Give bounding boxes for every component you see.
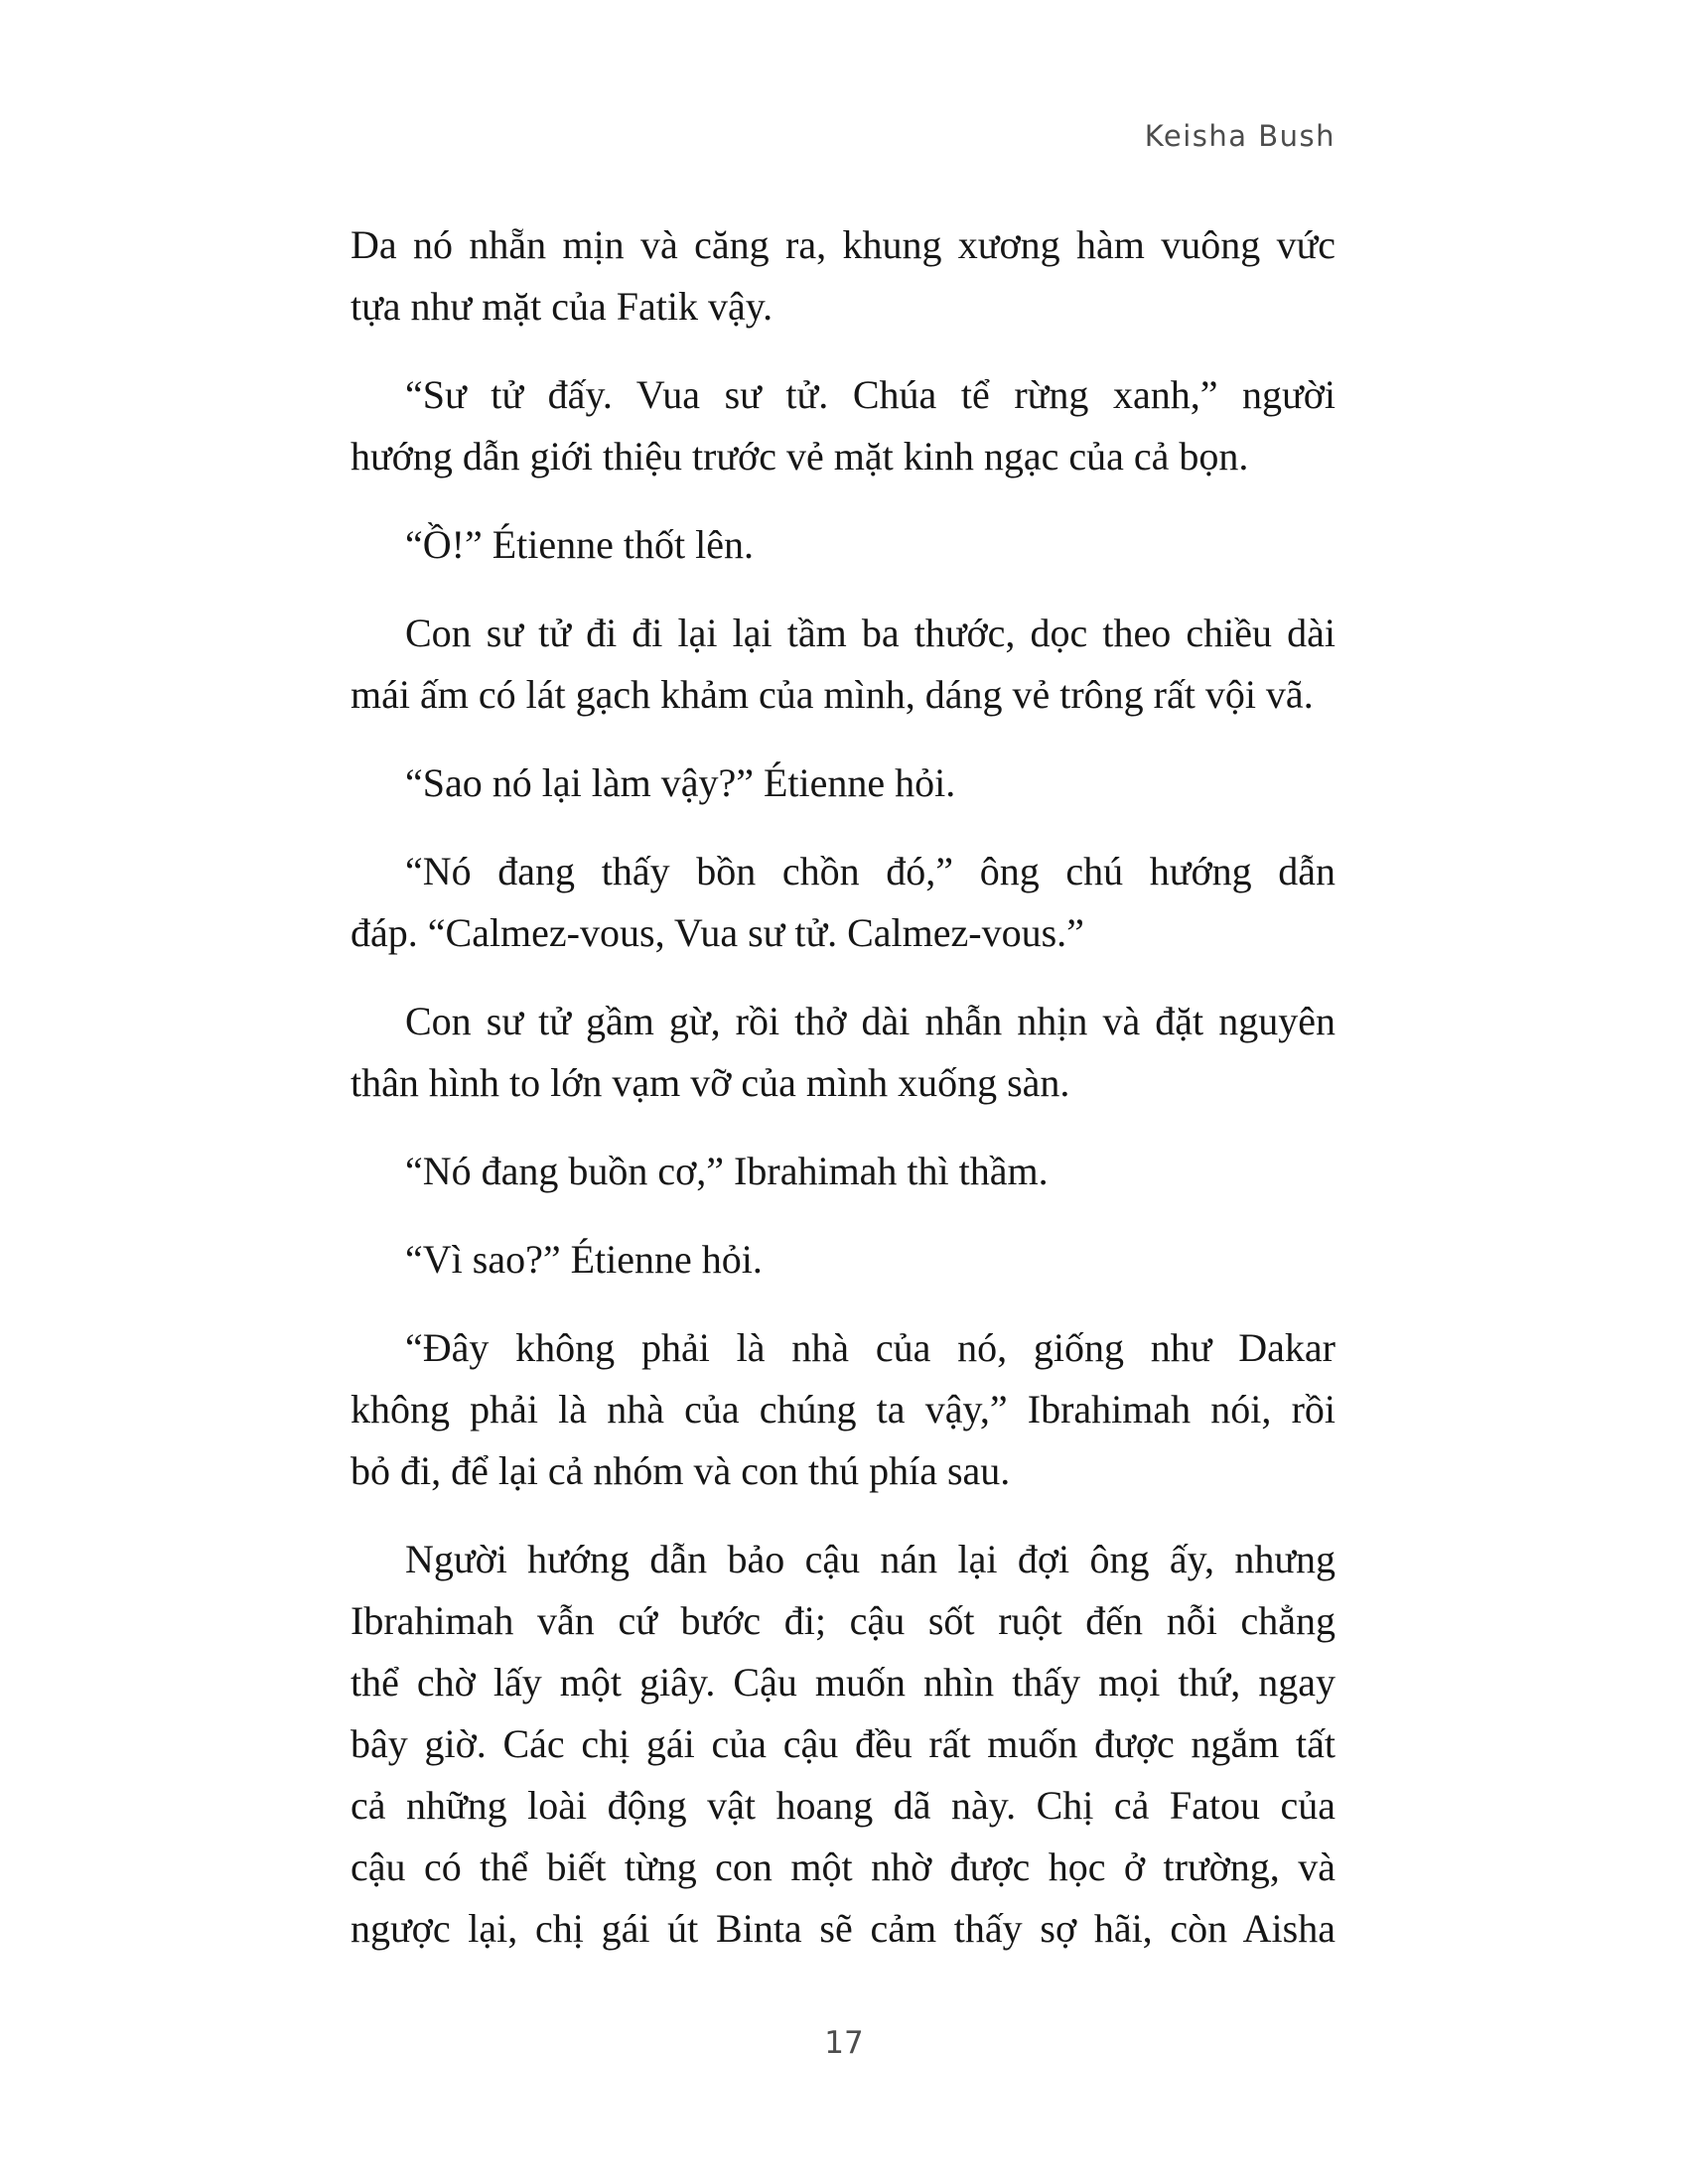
text-line: Ibrahimah vẫn cứ bước đi; cậu sốt ruột đến nỗi chẳng — [351, 1598, 1336, 1643]
text-line: “Nó đang thấy bồn chồn đó,” ông chú hướng dẫn — [405, 849, 1336, 893]
text-line: “Đây không phải là nhà của nó, giống như Dakar — [405, 1325, 1336, 1370]
paragraph — [351, 364, 1336, 487]
text-line: Da nó nhẵn mịn và căng ra, khung xương hàm vuông vức — [351, 222, 1336, 267]
text-line: cậu có thể biết từng con một nhờ được học ở trường, và — [351, 1844, 1336, 1889]
page-number: 17 — [824, 2025, 864, 2061]
paragraph — [351, 841, 1336, 964]
paragraph — [351, 214, 1336, 338]
text-line: cả những loài động vật hoang dã này. Chị cả Fatou của — [351, 1783, 1336, 1828]
paragraph — [351, 603, 1336, 726]
page-body — [351, 214, 1336, 1960]
text-line: bỏ đi, để lại cả nhóm và con thú phía sau. — [351, 1448, 1011, 1493]
text-line: thể chờ lấy một giây. Cậu muốn nhìn thấy mọi thứ, ngay — [351, 1660, 1336, 1705]
paragraph — [351, 1229, 1336, 1291]
paragraph — [351, 1317, 1336, 1502]
running-header: Keisha Bush — [1144, 119, 1336, 153]
text-line: Con sư tử đi đi lại lại tầm ba thước, dọc theo chiều dài — [405, 611, 1336, 655]
text-line: Người hướng dẫn bảo cậu nán lại đợi ông ấy, nhưng — [405, 1537, 1336, 1581]
text-line: “Vì sao?” Étienne hỏi. — [405, 1237, 763, 1282]
paragraph — [351, 991, 1336, 1114]
text-line: ngược lại, chị gái út Binta sẽ cảm thấy sợ hãi, còn Aisha — [351, 1906, 1336, 1951]
text-line: bây giờ. Các chị gái của cậu đều rất muốn được ngắm tất — [351, 1721, 1336, 1766]
paragraph — [351, 514, 1336, 576]
text-line: hướng dẫn giới thiệu trước vẻ mặt kinh ngạc của cả bọn. — [351, 434, 1249, 478]
text-line: Con sư tử gầm gừ, rồi thở dài nhẫn nhịn và đặt nguyên — [405, 999, 1336, 1043]
paragraph — [351, 1529, 1336, 1960]
text-line: “Sao nó lại làm vậy?” Étienne hỏi. — [405, 760, 956, 805]
paragraph — [351, 1141, 1336, 1202]
text-line: đáp. “Calmez-vous, Vua sư tử. Calmez-vous.” — [351, 910, 1084, 955]
text-line: thân hình to lớn vạm vỡ của mình xuống sàn. — [351, 1060, 1070, 1105]
text-line: mái ấm có lát gạch khảm của mình, dáng vẻ trông rất vội vã. — [351, 672, 1314, 717]
paragraph — [351, 752, 1336, 814]
text-line: “Nó đang buồn cơ,” Ibrahimah thì thầm. — [405, 1149, 1049, 1193]
text-line: “Ồ!” Étienne thốt lên. — [405, 522, 754, 567]
text-line: tựa như mặt của Fatik vậy. — [351, 284, 774, 329]
text-line: “Sư tử đấy. Vua sư tử. Chúa tể rừng xanh,” người — [405, 372, 1336, 417]
text-line: không phải là nhà của chúng ta vậy,” Ibrahimah nói, rồi — [351, 1387, 1336, 1432]
